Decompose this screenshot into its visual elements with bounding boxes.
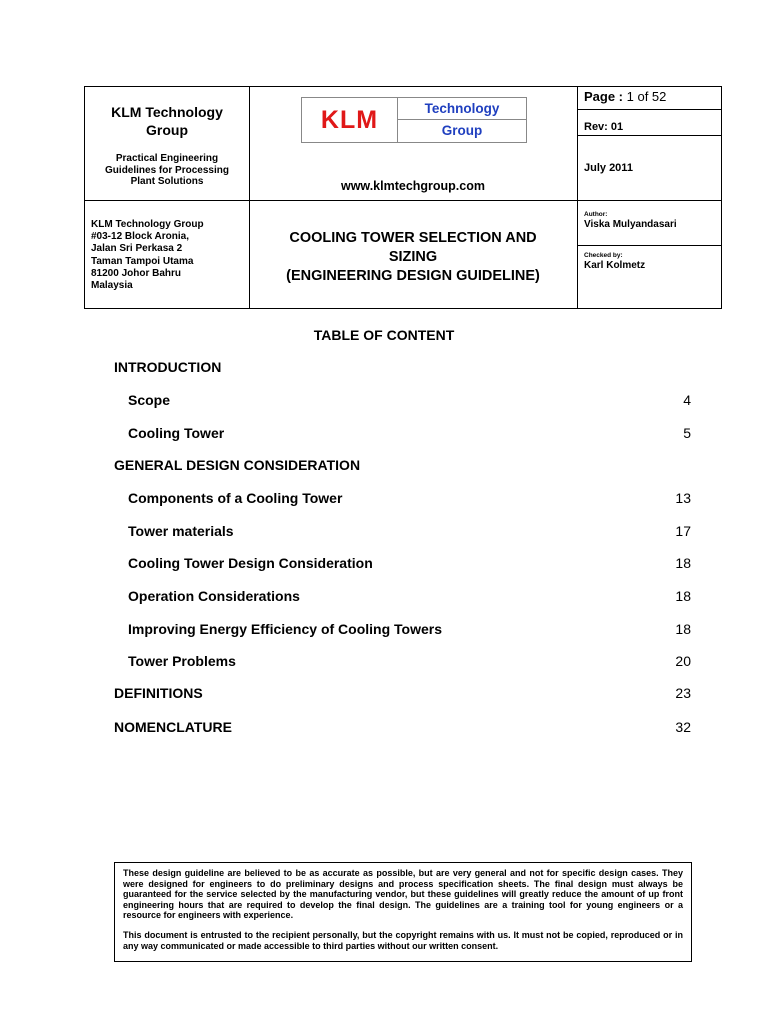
- header-divider: [85, 200, 721, 201]
- toc-page-number: 4: [683, 392, 691, 408]
- toc-page-number: 18: [675, 621, 691, 637]
- toc-label: Cooling Tower: [128, 425, 225, 441]
- website-url: www.klmtechgroup.com: [340, 179, 485, 193]
- page-label: Page :: [584, 89, 624, 104]
- checked-by-name: Karl Kolmetz: [584, 260, 646, 271]
- toc-label: Cooling Tower Design Consideration: [128, 555, 373, 571]
- toc-title: TABLE OF CONTENT: [313, 327, 455, 343]
- toc-entry[interactable]: [114, 489, 691, 507]
- toc-label: NOMENCLATURE: [114, 719, 232, 735]
- author-label: Author:: [584, 211, 608, 218]
- toc-section[interactable]: [114, 718, 691, 736]
- toc-label: GENERAL DESIGN CONSIDERATION: [114, 457, 361, 473]
- toc-label: Improving Energy Efficiency of Cooling Towers: [128, 621, 443, 637]
- toc-entry[interactable]: [114, 554, 691, 572]
- toc-label: Operation Considerations: [128, 588, 300, 604]
- toc-entry[interactable]: [114, 652, 691, 670]
- disclaimer-paragraph: These design guideline are believed to be as accurate as possible, but are very general and not for specific design cases. They were designed for engineers to do preliminary designs and process specification sheets. The final design must always be guaranteed for the service selected by the manufacturing vendor, but these guidelines will greatly reduce the amount of up front engineering hours that are required to develop the final design. The guidelines are a training tool for young engineers or a resource for engineers with experience.: [123, 868, 683, 921]
- company-name-line: KLM Technology: [111, 104, 223, 120]
- toc-page-number: 20: [675, 653, 691, 669]
- title-line: SIZING: [388, 249, 438, 265]
- address-line: KLM Technology Group: [91, 219, 204, 230]
- company-tagline: [85, 153, 249, 188]
- toc-page-number: 18: [675, 555, 691, 571]
- toc-page-number: 18: [675, 588, 691, 604]
- revision: Rev: 01: [584, 121, 624, 133]
- toc-label: Tower Problems: [128, 653, 236, 669]
- page-value: 1 of 52: [626, 89, 667, 104]
- address-line: #03-12 Block Aronia,: [91, 231, 190, 243]
- toc-section[interactable]: [114, 684, 691, 702]
- toc-entry[interactable]: [114, 424, 691, 442]
- address-line: 81200 Johor Bahru: [91, 267, 182, 279]
- toc-entry[interactable]: [114, 391, 691, 409]
- toc-entry[interactable]: [114, 587, 691, 605]
- toc-page-number: 17: [675, 523, 691, 539]
- address-line: Malaysia: [91, 280, 133, 292]
- header-divider: [577, 109, 721, 110]
- checked-by-label: Checked by:: [584, 252, 623, 259]
- logo-klm: KLM: [302, 98, 398, 142]
- tagline-line: Practical Engineering: [115, 153, 219, 164]
- tagline-line: Guidelines for Processing: [105, 164, 229, 176]
- header-divider: [577, 135, 721, 136]
- author-name: Viska Mulyandasari: [584, 219, 677, 230]
- toc-label: Components of a Cooling Tower: [128, 490, 343, 506]
- toc-page-number: 23: [675, 685, 691, 701]
- disclaimer-box: [114, 862, 692, 962]
- toc-label: DEFINITIONS: [114, 685, 203, 701]
- header-divider: [577, 87, 578, 308]
- logo-technology: Technology: [398, 98, 526, 120]
- toc-label: Scope: [128, 392, 171, 408]
- toc-page-number: 13: [675, 490, 691, 506]
- title-line: (ENGINEERING DESIGN GUIDELINE): [286, 268, 540, 284]
- company-logo: [301, 97, 527, 143]
- document-header: [84, 86, 722, 309]
- company-address: [91, 219, 204, 292]
- logo-group: Group: [441, 123, 483, 138]
- toc-section[interactable]: [114, 456, 691, 474]
- toc-page-number: 32: [675, 719, 691, 735]
- toc-section[interactable]: [114, 358, 691, 376]
- document-date: July 2011: [584, 162, 633, 174]
- tagline-line: Plant Solutions: [130, 176, 204, 187]
- document-title: [249, 229, 577, 286]
- toc-label: INTRODUCTION: [114, 359, 222, 375]
- address-line: Taman Tampoi Utama: [91, 255, 194, 267]
- toc-label: Tower materials: [128, 523, 234, 539]
- header-divider: [577, 245, 721, 246]
- page-number: [584, 89, 666, 104]
- toc-page-number: 5: [683, 425, 691, 441]
- address-line: Jalan Sri Perkasa 2: [91, 243, 183, 255]
- company-name: [85, 103, 249, 139]
- toc-entry[interactable]: [114, 620, 691, 638]
- company-name-line: Group: [146, 122, 188, 138]
- disclaimer-paragraph: This document is entrusted to the recipient personally, but the copyright remains with us. It must not be copied, reproduced or in any way communicated or made accessible to third parties without our written consent.: [123, 929, 683, 951]
- title-line: COOLING TOWER SELECTION AND: [289, 230, 537, 246]
- toc-entry[interactable]: [114, 522, 691, 540]
